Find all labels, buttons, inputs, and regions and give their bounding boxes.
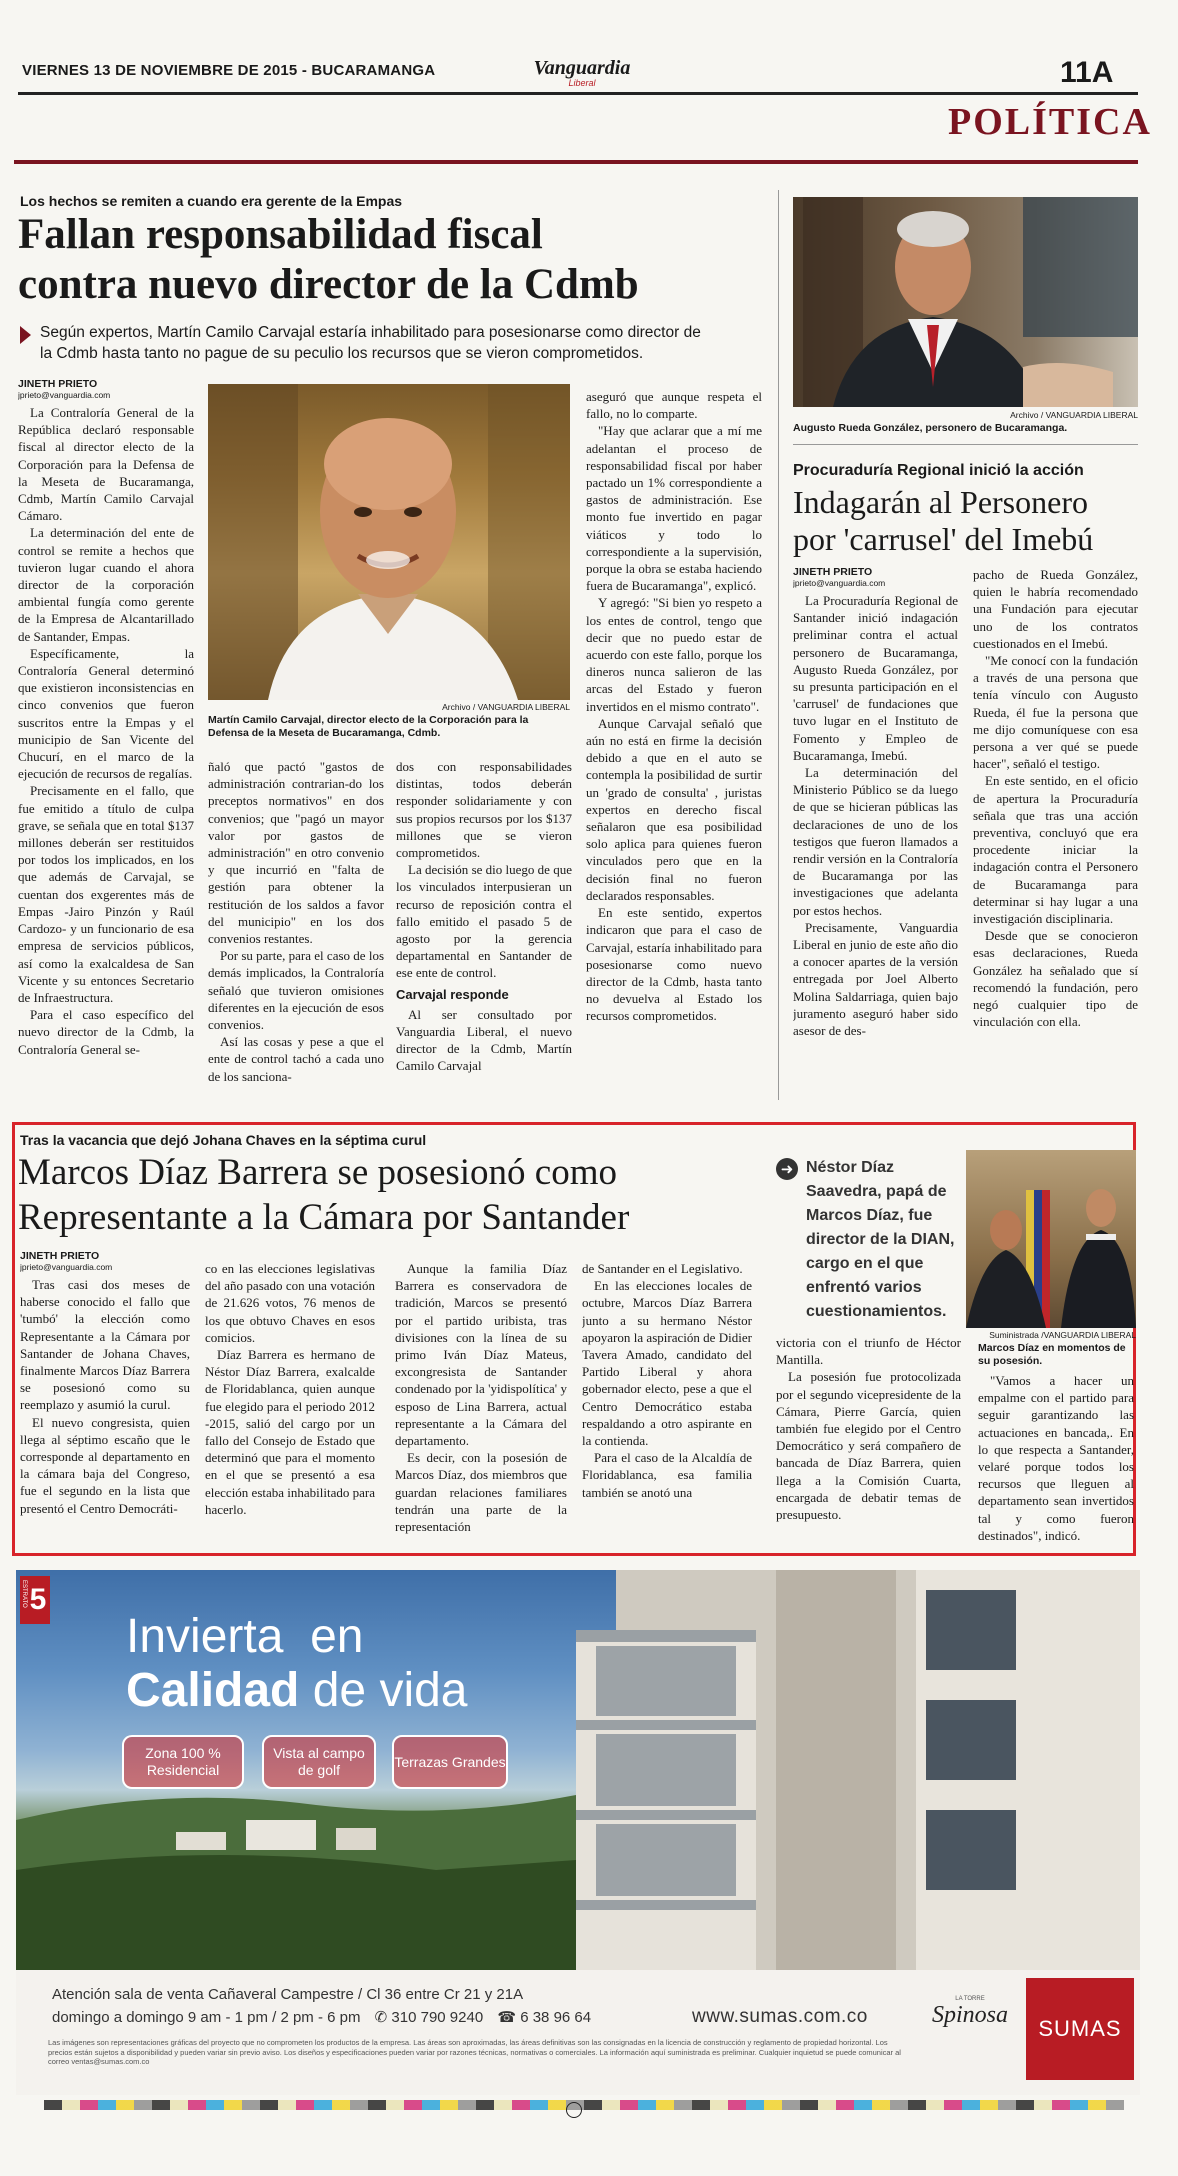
- phone-icon: ☎: [497, 2009, 517, 2026]
- article1-kicker: Los hechos se remiten a cuando era gerente de la Empas: [20, 193, 403, 209]
- article3-headline-line1: Marcos Díaz Barrera se posesionó como: [18, 1152, 617, 1193]
- article3-photo-caption: Marcos Díaz en momentos de su posesión.: [978, 1342, 1126, 1367]
- article3-column-2: [205, 1260, 375, 1548]
- sumas-logo: [1026, 1978, 1134, 2080]
- paragraph: Por su parte, para el caso de los demás implicados, la Contraloría señaló que tuvieron omisiones diferentes en la ejecución de esos convenios.: [208, 948, 384, 1033]
- spinosa-logo-text: Spinosa: [931, 2002, 1008, 2028]
- page-number: 11A: [1060, 56, 1114, 89]
- article3-column-5: [776, 1334, 961, 1548]
- article2-byline: JINETH PRIETO: [793, 566, 873, 578]
- ad-phone1: 310 790 9240: [391, 2009, 484, 2026]
- ad-hours: domingo a domingo 9 am - 1 pm / 2 pm - 6 pm: [52, 2009, 361, 2026]
- ad-feature-pill-2: Vista al campo de golf: [262, 1735, 376, 1789]
- paragraph: En este sentido, en el oficio de apertura la Procuraduría señala que tras una acción preventiva, concluyó que era procedente iniciar la indagación contra el Personero de Bucaramanga para determinar si hay lugar a una investigación disciplinaria.: [973, 773, 1138, 927]
- paragraph: En las elecciones locales de octubre, Marcos Díaz Barrera junto a su hermano Néstor apoyaron la aspiración de Didier Tavera Amado, candidato del Partido Liberal y ahora gobernador electo, pese a que el Centro Democrático estaba respaldando a otro aspirante en la contienda.: [582, 1278, 752, 1449]
- paragraph: La Contraloría General de la República declaró responsable fiscal al director electo de la Corporación para la Defensa de la Meseta de Bucaramanga, Cdmb, Martín Camilo Carvajal Cámaro.: [18, 405, 194, 524]
- ad-disclaimer: Las imágenes son representaciones gráficas del proyecto que no comprometen los productos de la empresa. Las áreas son aproximadas, las áreas definitivas son las consignadas en la licencia de construcción y reglamento de propiedad horizontal. Los precios están sujetos a disponibilidad y pueden variar sin previo aviso. Los diseños y especificaciones pueden variar por razones técnicas, normativas o comerciales. La información aquí suministrada es preliminar. Cualquier inquietud se puede comunicar al correo ventas@sumas.com.co: [48, 2038, 901, 2066]
- ad-info-line1: Atención sala de venta Cañaveral Campestre / Cl 36 entre Cr 21 y 21A: [52, 1986, 524, 2003]
- paragraph: ñaló que pactó "gastos de administración contrarian-do los preceptos normativos" en dos convenios; que "pagó un mayor valor por gastos de administración" en otro convenio y que incurrió en "falta de gestión para obtener la restitución de los saldos a favor del municipio" en los dos convenios restantes.: [208, 759, 384, 947]
- article1-headline-line2: contra nuevo director de la Cdmb: [18, 261, 639, 308]
- color-registration-bar: [44, 2100, 1124, 2110]
- article3-column-6: [978, 1372, 1134, 1548]
- paragraph: "Hay que aclarar que a mí me adelantan el proceso de responsabilidad fiscal por haber pactado un 1% correspondiente a gastos de administración. Ese monto fue invertido en pagar viáticos y todo lo correspondiente a la supervisión, porque la obra se estaba haciendo fuera de Bucaramanga", explicó.: [586, 423, 762, 594]
- spinosa-logo: [918, 1996, 1022, 2058]
- paragraph: Así las cosas y pese a que el ente de control tachó a cada uno de los sanciona-: [208, 1034, 384, 1084]
- ad-phone2: 6 38 96 64: [520, 2009, 592, 2026]
- sumas-logo-text: SUMAS: [1038, 2016, 1122, 2041]
- article3-column-3: [395, 1260, 567, 1548]
- article1-column-4: [586, 388, 762, 1100]
- article1-headline-line1: Fallan responsabilidad fiscal: [18, 211, 543, 258]
- article2-photo-caption: Augusto Rueda González, personero de Bucaramanga.: [793, 422, 1068, 434]
- paragraph: aseguró que aunque respeta el fallo, no lo comparte.: [586, 389, 762, 422]
- article3-kicker: Tras la vacancia que dejó Johana Chaves en la séptima curul: [20, 1132, 427, 1148]
- paragraph: Díaz Barrera es hermano de Néstor Díaz Barrera, exalcalde de Floridablanca, quien aunque fue elegido para el periodo 2012 -2015, salió del cargo por un fallo del Consejo de Estado que determinó que para el momento en el que se presentó a esa elección estaba inhabilitado para hacerlo.: [205, 1347, 375, 1517]
- article2-kicker: Procuraduría Regional inició la acción: [793, 462, 1084, 479]
- paragraph: pacho de Rueda González, quien le habría recomendado una Fundación para ejecutar uno de los contratos cuestionados en el Imebú.: [973, 567, 1138, 651]
- paragraph: de Santander en el Legislativo.: [582, 1261, 743, 1276]
- ad-headline-bold: Calidad: [126, 1664, 300, 1717]
- paragraph: Y agregó: "Si bien yo respeto a los entes de control, tengo que decir que no puedo estar de acuerdo con este fallo, porque los dineros nunca salieron de las arcas del Estado y fueron invertidos en el mismo contrato".: [586, 595, 762, 714]
- registration-mark-icon: [566, 2102, 582, 2118]
- article3-column-1: [20, 1250, 190, 1548]
- paragraph: En este sentido, expertos indicaron que para el caso de Carvajal, estaría inhabilitado para posesionarse como nuevo director de la Cdmb, hasta tanto no devuelva al Estado los recursos comprometidos.: [586, 905, 762, 1024]
- article3-email: jprieto@vanguardia.com: [20, 1262, 113, 1272]
- ad-feature-pill-1: Zona 100 % Residencial: [122, 1735, 244, 1789]
- ad-headline: [126, 1610, 468, 1718]
- whatsapp-icon: ✆: [374, 2009, 388, 2026]
- article1-photo-caption: Martín Camilo Carvajal, director electo de la Corporación para la Defensa de la Meseta de Bucaramanga, Cdmb.: [208, 714, 529, 739]
- spinosa-logo-top: LA TORRE: [955, 1996, 985, 2002]
- section-title: POLÍTICA: [948, 101, 1152, 143]
- article3-column-4: [582, 1260, 752, 1548]
- strato-number: 5: [29, 1583, 47, 1616]
- logo-text: Vanguardia: [533, 57, 631, 79]
- article1-column-3: [396, 758, 572, 1100]
- ad-headline-line1: Invierta en: [126, 1610, 364, 1663]
- article3-callout: Néstor Díaz Saavedra, papá de Marcos Díaz, fue director de la DIAN, cargo en el que enfrentó varios cuestionamientos.: [806, 1159, 955, 1320]
- portrait-man-icon: [208, 384, 570, 700]
- paragraph: victoria con el triunfo de Héctor Mantilla.: [776, 1335, 961, 1368]
- paragraph: El nuevo congresista, quien llega al séptimo escaño que le corresponde al departamento en la cámara baja del Congreso, fue el segundo en la lista que presentó el Centro Democráti-: [20, 1414, 190, 1516]
- paragraph: Específicamente, la Contraloría General determinó que existieron inconsistencias en cinco convenios que fueron suscritos entre la Empas y el municipio de San Vicente del Chucurí, en el marco de la ejecución de recursos de regalías.: [18, 645, 194, 782]
- article3-photo: [966, 1150, 1136, 1328]
- article1-column-1: [18, 378, 194, 1100]
- paragraph: co en las elecciones legislativas del año pasado con una votación de 21.626 votos, 76 menos de los que obtuvo Chaves en esos comicios.: [205, 1261, 375, 1345]
- article2-rule: [793, 444, 1138, 445]
- article1-subhead: Carvajal responde: [396, 986, 509, 1002]
- paragraph: Al ser consultado por Vanguardia Liberal, el nuevo director de la Cdmb, Martín Camilo Carvajal: [396, 1006, 572, 1074]
- article1-deck: [40, 322, 780, 364]
- paragraph: Aunque Carvajal señaló que aún no está en firme la decisión debido a que en el auto se contempla la posibilidad de surtir un 'grado de consulta' , juristas expertos en derecho fiscal señalaron que esa posibilidad solo aplica para quienes fueron vinculados pero que en la decisión final no fueron declarados responsables.: [586, 715, 762, 903]
- article2-headline-line1: Indagarán al Personero: [793, 484, 1088, 520]
- article1-deck-line1: Según expertos, Martín Camilo Carvajal estaría inhabilitado para posesionarse como director de: [40, 324, 701, 341]
- article1-headline: [18, 210, 788, 310]
- article1-byline: JINETH PRIETO: [18, 378, 98, 390]
- article1-column-2: [208, 758, 384, 1100]
- paragraph: La determinación del Ministerio Público se da luego de que se hicieran públicas las declaraciones de uno de los testigos que fueron llamados a rendir versión en la Contraloría de Bucaramanga por las investigaciones que adelanta por estos hechos.: [793, 765, 958, 918]
- paragraph: Para el caso de la Alcaldía de Floridablanca, esa familia también se anotó una: [582, 1450, 752, 1500]
- article3-byline: JINETH PRIETO: [20, 1250, 100, 1262]
- article3-photo-credit: Suministrada /VANGUARDIA LIBERAL: [989, 1330, 1136, 1340]
- article2-photo-credit: Archivo / VANGUARDIA LIBERAL: [1010, 410, 1138, 420]
- ad-headline-line2: [126, 1664, 468, 1718]
- portrait-personero-icon: [793, 197, 1138, 407]
- paragraph: Tras casi dos meses de haberse conocido el fallo que 'tumbó' la elección como Representante a la Cámara por Santander de Johana Chaves, finalmente Marcos Díaz Barrera se posesionó como su reemplazo y asumió la curul.: [20, 1277, 190, 1413]
- paragraph: "Me conocí con la fundación a través de una persona que tenía vínculo con Augusto Rueda, él fue la persona que me dijo comuníquese con esa persona a ver qué se puede hacer", señaló el testigo.: [973, 653, 1138, 772]
- article3-headline-line2: Representante a la Cámara por Santander: [18, 1197, 630, 1238]
- paragraph: La determinación del ente de control se remite a hechos que tuvieron lugar cuando el ahora director de la corporación ambiental fungía como gerente de la Empresa de Alcantarillado de Santander, Empas.: [18, 525, 194, 644]
- article2-email: jprieto@vanguardia.com: [793, 578, 886, 588]
- article2-photo: [793, 197, 1138, 407]
- ad-info-panel: [16, 1970, 1140, 2095]
- article1-email: jprieto@vanguardia.com: [18, 390, 111, 400]
- ad-website: www.sumas.com.co: [692, 2006, 868, 2027]
- header-date: VIERNES 13 DE NOVIEMBRE DE 2015 - BUCARAMANGA: [22, 62, 436, 79]
- article1-deck-line2: la Cdmb hasta tanto no pague de su peculio los recursos que se vieron comprometidos.: [40, 345, 644, 362]
- strato-badge: [20, 1576, 50, 1624]
- column-divider: [778, 190, 779, 1100]
- paragraph: Desde que se conocieron esas declaraciones, Rueda González ha señalado que sí recomendó la fundación, pero negó cualquier tipo de vinculación con ella.: [973, 928, 1138, 1030]
- arrow-right-icon: ➜: [776, 1158, 798, 1180]
- paragraph: "Vamos a hacer un empalme con el partido para seguir garantizando las actuaciones en bancada,. En lo que respecta a Santander, velaré porque todos los recursos que lleguen al departamento sean invertidos tal y como fueron destinados", indicó.: [978, 1373, 1134, 1543]
- paragraph: Es decir, con la posesión de Marcos Díaz, dos miembros que guardan relaciones familiares tendrán una parte de la representación: [395, 1450, 567, 1535]
- article2-column-1: [793, 566, 958, 1100]
- paragraph: Precisamente en el fallo, que fue emitido a título de culpa grave, se señala que en total $137 millones deberán ser restituidos por todos los implicados, en los que además de Carvajal, se cuentan dos exgerentes más de Empas -Jairo Pinzón y Raúl Cardozo- y un funcionario de esa empresa de servicios públicos, así como la exalcaldesa de San Vicente y su entonces Secretario de Infraestructura.: [18, 783, 194, 1005]
- ad-info-line2: [52, 2008, 591, 2026]
- swearing-in-scene-icon: [966, 1150, 1136, 1328]
- paragraph: Para el caso específico del nuevo director de la Cdmb, la Contraloría General se-: [18, 1007, 194, 1057]
- paragraph: Aunque la familia Díaz Barrera es conservadora de tradición, Marcos se presentó por el partido uribista, tras divisiones con la línea de su primo Iván Díaz Mateus, excongresista de Santander condenado por la 'yidispolítica' y esposo de Lina Barrera, actual representante a la Cámara del departamento.: [395, 1261, 567, 1449]
- article1-photo: [208, 384, 570, 700]
- strato-label: ESTRATO: [21, 1580, 27, 1608]
- article1-deck-marker: [20, 326, 31, 344]
- ad-feature-pill-3: Terrazas Grandes: [392, 1735, 508, 1789]
- ad-headline-rest: de vida: [299, 1664, 468, 1717]
- header-rule: [18, 92, 1138, 95]
- article2-headline-line2: por 'carrusel' del Imebú: [793, 521, 1094, 557]
- logo-subtext: Liberal: [568, 78, 596, 88]
- article2-column-2: [973, 566, 1138, 1100]
- paragraph: La decisión se dio luego de que los vinculados interpusieran un recurso de reposición contra el fallo emitido el pasado 5 de agosto por la gerencia departamental en Santander de ese ente de control.: [396, 862, 572, 981]
- paragraph: La Procuraduría Regional de Santander inició indagación preliminar contra el actual personero de Bucaramanga, Augusto Rueda González, por su presunta participación en el 'carrusel' de fundaciones que tuvo lugar en el Instituto de Fomento y Empleo de Bucaramanga, Imebú.: [793, 593, 958, 763]
- paragraph: Precisamente, Vanguardia Liberal en junio de este año dio a conocer apartes de la versión entregada por Joel Alberto Molina Saldarriaga, quien bajo juramento aseguró haber sido asesor de des-: [793, 919, 958, 1039]
- paragraph: dos con responsabilidades distintas, todos deberán responder solidariamente y con sus propios recursos por los $137 millones que se vieron comprometidos.: [396, 759, 572, 861]
- masthead-logo: [522, 58, 642, 88]
- article3-headline: [18, 1150, 778, 1240]
- paragraph: La posesión fue protocolizada por el segundo vicepresidente de la Cámara, Pierre García, quien también fue elegido por el Centro Democrático y será compañero de bancada de Díaz Barrera, quien llega a la Comisión Cuarta, encargada de debatir temas de presupuesto.: [776, 1369, 961, 1523]
- article2-headline: [793, 484, 1138, 558]
- section-rule: [14, 160, 1138, 164]
- article1-photo-credit: Archivo / VANGUARDIA LIBERAL: [442, 702, 570, 712]
